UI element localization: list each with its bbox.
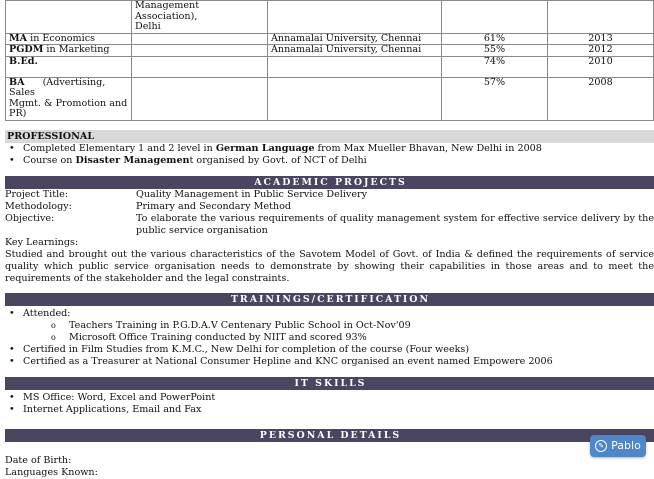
- objective-row: Objective: To elaborate the various requirements of quality management system for effective service delivery by the public service organisation: [5, 212, 654, 236]
- date-of-birth-label: Date of Birth:: [5, 454, 72, 466]
- year-cell: 2012: [548, 45, 654, 57]
- trainings-banner: TRAININGS/CERTIFICATION: [5, 293, 654, 306]
- edit-icon: ✎: [595, 440, 607, 452]
- professional-list: [5, 143, 654, 167]
- list-item: o Teachers Training in P.G.D.A.V Centenary Public School in Oct-Nov'09: [69, 320, 654, 332]
- table-row: [6, 56, 654, 77]
- trainings-sublist: [5, 320, 654, 344]
- list-item: • MS Office: Word, Excel and PowerPoint: [23, 392, 654, 404]
- list-item: o Microsoft Office Training conducted by NIIT and scored 93%: [69, 332, 654, 344]
- table-cell: Management Association), Delhi: [132, 1, 268, 34]
- table-row: [6, 1, 654, 34]
- year-cell: 2010: [548, 56, 654, 77]
- key-learnings-text: Studied and brought out the various characteristics of the Savotem Model of Govt. of India & defined the requirements of service quality which public service organisation needs to demonstrate by showing their capabilities in those areas and to meet the requirements of the stakeholder and the legal constraints.: [5, 248, 654, 284]
- languages-known-label: Languages Known:: [5, 466, 98, 478]
- professional-heading: PROFESSIONAL: [5, 130, 654, 143]
- table-row: [6, 33, 654, 45]
- year-cell: 2013: [548, 33, 654, 45]
- degree-cell: BA (Advertising, Sales Mgmt. & Promotion and PR): [6, 77, 132, 120]
- year-cell: 2008: [548, 77, 654, 120]
- degree-cell: PGDM in Marketing: [6, 45, 132, 57]
- project-title-row: Project Title: Quality Management in Public Service Delivery: [5, 188, 368, 200]
- table-row: [6, 45, 654, 57]
- score-cell: 74%: [442, 56, 548, 77]
- score-cell: 57%: [442, 77, 548, 120]
- score-cell: 55%: [442, 45, 548, 57]
- list-item: • Attended: o Teachers Training in P.G.D.A.V Centenary Public School in Oct-Nov'09 o Microsoft Office Training conducted by NIIT and scored 93%: [23, 308, 654, 344]
- pablo-button[interactable]: [590, 435, 646, 457]
- institute-cell: [268, 77, 442, 120]
- methodology-row: Methodology: Primary and Secondary Method: [5, 200, 292, 212]
- trainings-list: [5, 308, 654, 368]
- key-learnings-label: Key Learnings:: [5, 236, 79, 248]
- list-item: • Certified in Film Studies from K.M.C., New Delhi for completion of the course (Four weeks): [23, 344, 654, 356]
- personal-details-banner: PERSONAL DETAILS: [5, 429, 654, 442]
- it-skills-banner: IT SKILLS: [5, 377, 654, 390]
- pablo-label: Pablo: [611, 439, 641, 452]
- degree-cell: MA in Economics: [6, 33, 132, 45]
- institute-cell: Annamalai University, Chennai: [268, 33, 442, 45]
- institute-cell: Annamalai University, Chennai: [268, 45, 442, 57]
- table-row: [6, 77, 654, 120]
- academic-projects-banner: ACADEMIC PROJECTS: [5, 176, 654, 189]
- list-item: • Completed Elementary 1 and 2 level in German Language from Max Mueller Bhavan, New Delhi in 2008: [23, 143, 654, 155]
- institute-cell: [268, 56, 442, 77]
- list-item: • Internet Applications, Email and Fax: [23, 404, 654, 416]
- list-item: • Course on Disaster Management organised by Govt. of NCT of Delhi: [23, 155, 654, 167]
- score-cell: 61%: [442, 33, 548, 45]
- resume-page: [5, 0, 654, 478]
- education-table: [5, 0, 654, 121]
- list-item: • Certified as a Treasurer at National Consumer Hepline and KNC organised an event named Empowere 2006: [23, 356, 654, 368]
- it-skills-list: [5, 392, 654, 416]
- degree-cell: B.Ed.: [6, 56, 132, 77]
